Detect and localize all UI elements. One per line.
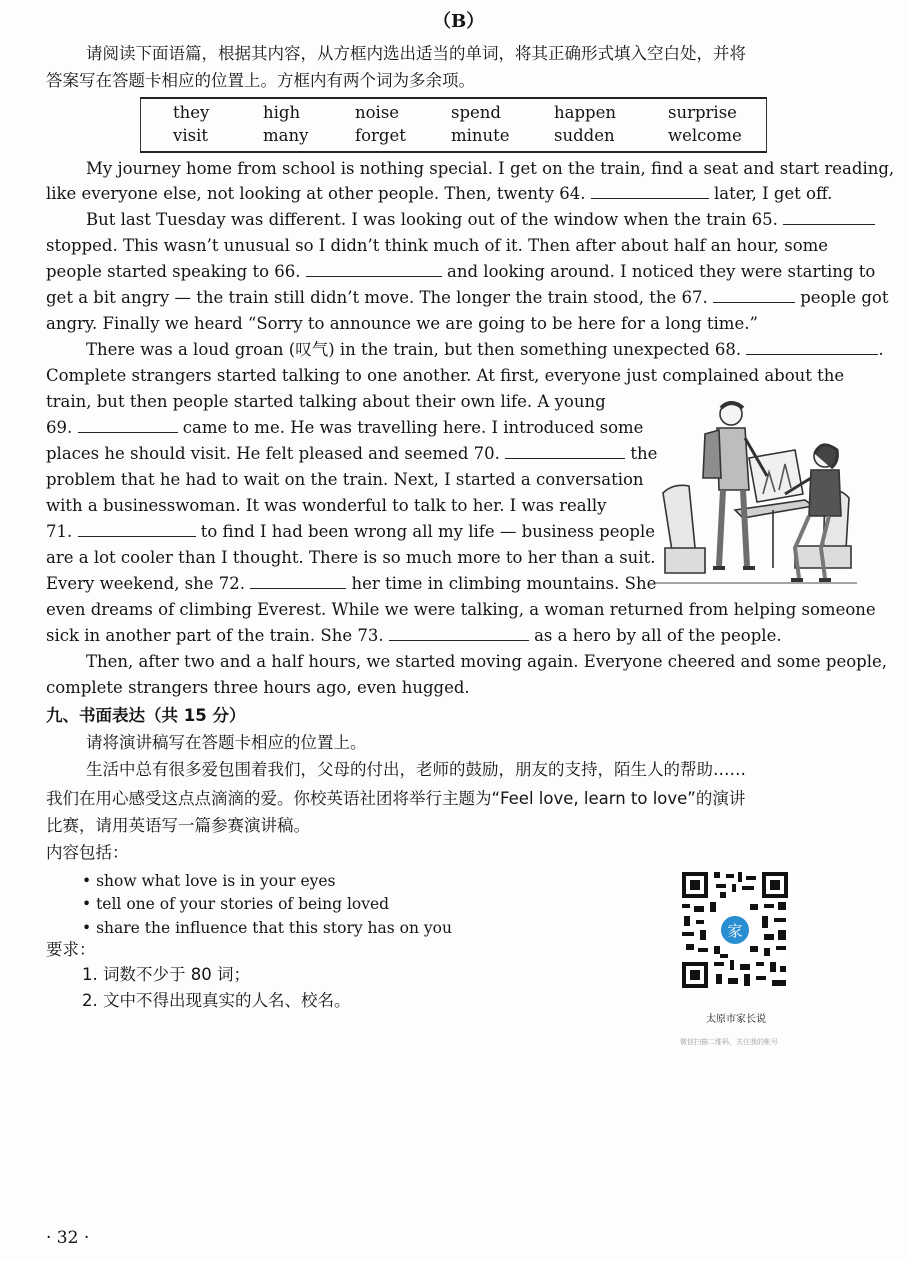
qr-code[interactable]	[680, 870, 790, 990]
passage-line: complete strangers three hours ago, even hugged.	[46, 678, 470, 697]
passage-line: Then, after two and a half hours, we started moving again. Everyone cheered and some people,	[86, 652, 887, 671]
page-number: · 32 ·	[46, 1228, 90, 1248]
content-label: 内容包括：	[46, 843, 129, 862]
passage-line: There was a loud groan (叹气) in the train, but then something unexpected 68. .	[86, 340, 884, 359]
passage-line: train, but then people started talking about their own life. A young	[46, 392, 606, 411]
blank-70[interactable]	[505, 444, 625, 459]
passage-line: are a lot cooler than I thought. There is so much more to her than a suit.	[46, 548, 656, 567]
requirements-label: 要求：	[46, 940, 96, 959]
word-happen: happen	[554, 103, 616, 122]
section-b-heading: （B）	[433, 11, 485, 32]
qr-center-char: 家	[727, 922, 743, 940]
word-many: many	[263, 126, 309, 145]
blank-68[interactable]	[746, 340, 878, 355]
passage-line: places he should visit. He felt pleased and seemed 70. the	[46, 444, 658, 463]
word-surprise: surprise	[668, 103, 737, 122]
word-visit: visit	[173, 126, 208, 145]
blank-66[interactable]	[306, 262, 442, 277]
train-conversation-illustration	[645, 398, 867, 594]
word-box	[140, 97, 767, 153]
word-spend: spend	[451, 103, 501, 122]
word-sudden: sudden	[554, 126, 615, 145]
passage-line: 71. to find I had been wrong all my life — business people	[46, 522, 656, 541]
section-9-para: 我们在用心感受这点点滴滴的爱。你校英语社团将举行主题为“Feel love, learn to love”的演讲	[46, 789, 746, 808]
section-9-heading: 九、书面表达（共 15 分）	[46, 706, 246, 725]
word-forget: forget	[355, 126, 406, 145]
passage-line: angry. Finally we heard “Sorry to announce we are going to be here for a long time.”	[46, 314, 758, 333]
passage-line: like everyone else, not looking at other people. Then, twenty 64. later, I get off.	[46, 184, 833, 203]
requirement-item: 1. 词数不少于 80 词；	[82, 965, 250, 984]
passage-line: Every weekend, she 72. her time in climbing mountains. She	[46, 574, 657, 593]
blank-69[interactable]	[78, 418, 178, 433]
bullet-item: • show what love is in your eyes	[82, 872, 336, 890]
section-9-para: 生活中总有很多爱包围着我们，父母的付出，老师的鼓励，朋友的支持，陌生人的帮助……	[86, 760, 746, 779]
passage-line: sick in another part of the train. She 73. as a hero by all of the people.	[46, 626, 782, 645]
word-noise: noise	[355, 103, 400, 122]
requirement-item: 2. 文中不得出现真实的人名、校名。	[82, 991, 351, 1010]
qr-caption: 太原市家长说	[706, 1014, 766, 1025]
passage-line: people started speaking to 66. and looking around. I noticed they were starting to	[46, 262, 876, 281]
blank-71[interactable]	[78, 522, 196, 537]
blank-64[interactable]	[591, 184, 709, 199]
passage-line: 69. came to me. He was travelling here. I introduced some	[46, 418, 644, 437]
passage-line: But last Tuesday was different. I was looking out of the window when the train 65.	[86, 210, 875, 230]
word-welcome: welcome	[668, 126, 742, 145]
blank-67[interactable]	[713, 288, 795, 303]
qr-subcaption: 微信扫描二维码，关注我的帐号	[680, 1038, 778, 1046]
passage-line: even dreams of climbing Everest. While we were talking, a woman returned from helping someone	[46, 600, 876, 619]
word-minute: minute	[451, 126, 510, 145]
blank-65[interactable]	[783, 210, 875, 225]
passage-line: My journey home from school is nothing special. I get on the train, find a seat and start reading,	[86, 159, 895, 178]
word-high: high	[263, 103, 301, 122]
blank-72[interactable]	[250, 574, 346, 589]
passage-line: problem that he had to wait on the train. Next, I started a conversation	[46, 470, 644, 489]
blank-73[interactable]	[389, 626, 529, 641]
section-9-instruction: 请将演讲稿写在答题卡相应的位置上。	[86, 733, 367, 752]
passage-line: get a bit angry — the train still didn’t move. The longer the train stood, the 67. people got	[46, 288, 889, 307]
word-they: they	[173, 103, 210, 122]
instruction-line-1: 请阅读下面语篇，根据其内容，从方框内选出适当的单词，将其正确形式填入空白处，并将	[86, 44, 746, 63]
passage-line: stopped. This wasn’t unusual so I didn’t think much of it. Then after about half an hour, some	[46, 236, 829, 255]
passage-line: with a businesswoman. It was wonderful to talk to her. I was really	[46, 496, 607, 515]
instruction-line-2: 答案写在答题卡相应的位置上。方框内有两个词为多余项。	[46, 71, 475, 90]
passage-line: Complete strangers started talking to one another. At first, everyone just complained about the	[46, 366, 845, 385]
bullet-item: • share the influence that this story has on you	[82, 919, 452, 937]
bullet-item: • tell one of your stories of being loved	[82, 895, 390, 913]
section-9-para: 比赛，请用英语写一篇参赛演讲稿。	[46, 816, 310, 835]
